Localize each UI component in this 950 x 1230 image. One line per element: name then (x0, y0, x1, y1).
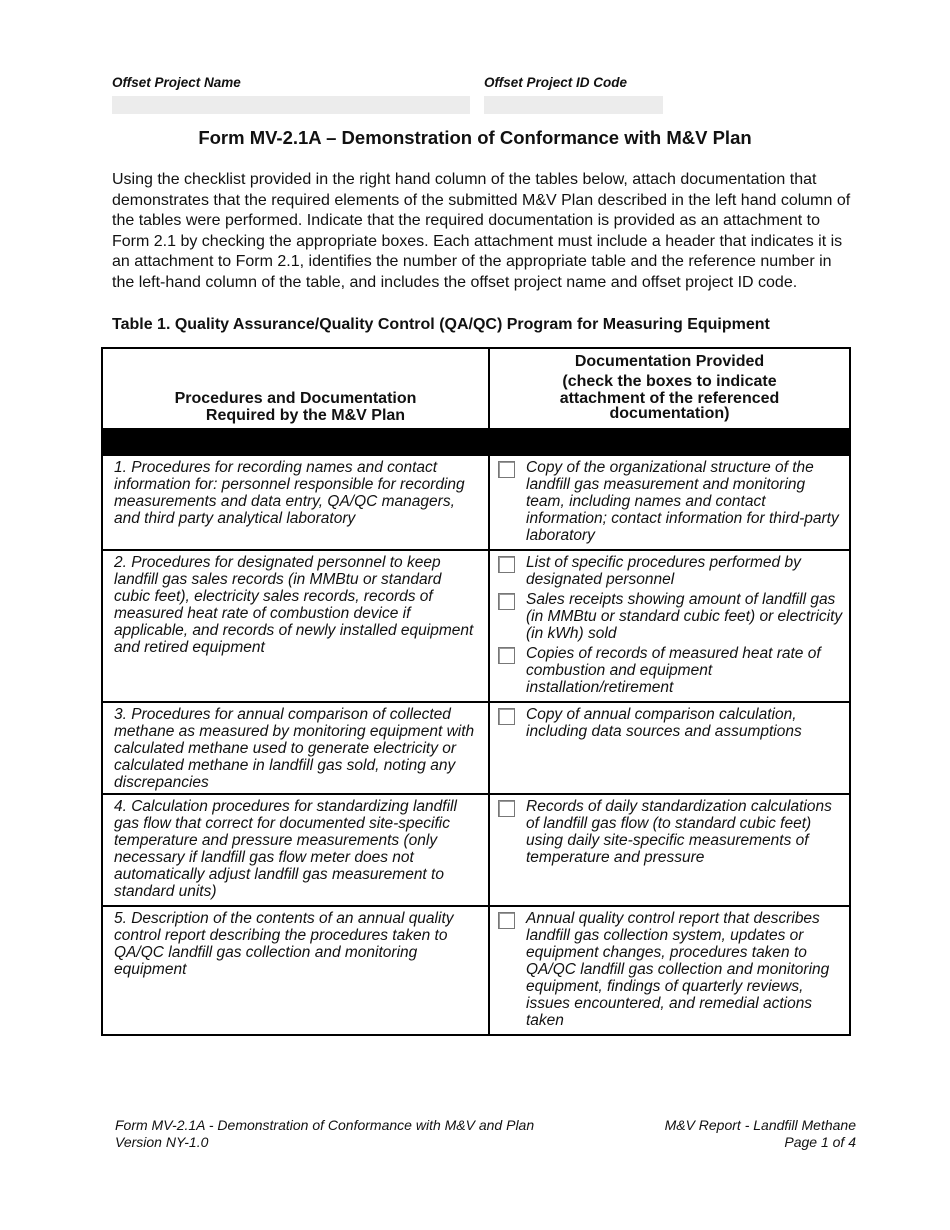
col2-header-line1: Documentation Provided (574, 353, 765, 370)
doc-item-text: Sales receipts showing amount of landfill gas (in MMBtu or standard cubic feet) or electricity (in kWh) sold (526, 591, 843, 642)
col-header-documentation (489, 348, 850, 429)
footer-version: Version NY-1.0 (115, 1134, 209, 1150)
doc-item (498, 591, 843, 642)
doc-item (498, 645, 843, 696)
checkbox[interactable] (498, 647, 515, 664)
project-id-field[interactable] (484, 96, 663, 114)
table-row (102, 455, 850, 550)
checkbox[interactable] (498, 461, 515, 478)
doc-item-text: Annual quality control report that describes landfill gas collection system, updates or equipment changes, procedures taken to QA/QC landfill gas collection and monitoring equipment, findings of quarterly reviews, issues encountered, and remedial actions taken (526, 910, 830, 1029)
footer-left (115, 1117, 534, 1151)
col2-header-line4: documentation) (609, 405, 730, 422)
table-row (102, 550, 850, 702)
requirement-cell: 2. Procedures for designated personnel to keep landfill gas sales records (in MMBtu or standard cubic feet), electricity sales records, records of measured heat rate of combustion device if applicable, and records of newly installed equipment and retired equipment (102, 550, 489, 702)
footer-right (665, 1117, 856, 1151)
doc-item-text: Copies of records of measured heat rate of combustion and equipment installation/retirement (526, 645, 821, 696)
table-row (102, 906, 850, 1035)
project-id-label: Offset Project ID Code (484, 75, 628, 90)
documentation-cell (489, 550, 850, 702)
col-header-procedures (102, 348, 489, 429)
table-row (102, 794, 850, 906)
footer-page-number: Page 1 of 4 (784, 1134, 856, 1150)
checkbox[interactable] (498, 708, 515, 725)
requirement-cell: 1. Procedures for recording names and contact information for: personnel responsible for recording measurements and data entry, QA/QC managers, and third party analytical laboratory (102, 455, 489, 550)
doc-item (498, 554, 843, 588)
requirement-cell: 3. Procedures for annual comparison of collected methane as measured by monitoring equipment with calculated methane used to generate electricity or calculated methane in landfill gas sold, noting any discrepancies (102, 702, 489, 794)
black-bar (102, 429, 850, 455)
documentation-cell (489, 906, 850, 1035)
instructions-paragraph: Using the checklist provided in the right hand column of the tables below, attach documentation that demonstrates that the required elements of the submitted M&V Plan described in the left hand column of the tables were performed. Indicate that the required documentation is provided as an attachment to Form 2.1 by checking the appropriate boxes. Each attachment must include a header that indicates it is an attachment to Form 2.1, identifies the number of the appropriate table and the reference number in the left-hand column of the table, and includes the offset project name and offset project ID code. (112, 171, 851, 291)
checkbox[interactable] (498, 912, 515, 929)
doc-item (498, 459, 843, 544)
requirement-cell: 4. Calculation procedures for standardizing landfill gas flow that correct for documented site-specific temperature and pressure measurements (only necessary if landfill gas flow meter does not automatically adjust landfill gas measurement to standard units) (102, 794, 489, 906)
checkbox[interactable] (498, 593, 515, 610)
doc-item-text: Copy of annual comparison calculation, including data sources and assumptions (526, 706, 802, 740)
table-header-row (102, 348, 850, 429)
doc-item-text: Copy of the organizational structure of the landfill gas measurement and monitoring team, including names and contact information; contact information for third-party laboratory (526, 459, 839, 544)
footer-report-name: M&V Report - Landfill Methane (664, 1117, 856, 1133)
form-title: Form MV-2.1A – Demonstration of Conformance with M&V Plan (198, 127, 752, 148)
col1-header-line1: Procedures and Documentation (174, 390, 417, 407)
doc-item (498, 798, 843, 866)
footer-form-name: Form MV-2.1A - Demonstration of Conformance with M&V and Plan (115, 1117, 535, 1133)
doc-item (498, 910, 843, 1029)
doc-item-text: Records of daily standardization calculations of landfill gas flow (to standard cubic feet) using daily site-specific measurements of temperature and pressure (526, 798, 832, 866)
checkbox[interactable] (498, 556, 515, 573)
requirement-cell: 5. Description of the contents of an annual quality control report describing the procedures taken to QA/QC landfill gas collection and monitoring equipment (102, 906, 489, 1035)
project-name-field[interactable] (112, 96, 470, 114)
project-name-label: Offset Project Name (112, 75, 241, 90)
documentation-cell (489, 455, 850, 550)
doc-item-text: List of specific procedures performed by designated personnel (526, 554, 801, 588)
col1-header-line2: Required by the M&V Plan (205, 407, 406, 424)
documentation-cell (489, 702, 850, 794)
doc-item (498, 706, 843, 740)
col2-header-line2: (check the boxes to indicate (562, 373, 777, 390)
black-separator-row (102, 429, 850, 455)
table-row (102, 702, 850, 794)
table-caption: Table 1. Quality Assurance/Quality Control (QA/QC) Program for Measuring Equipment (112, 316, 770, 333)
qaqc-table (101, 347, 851, 1036)
documentation-cell (489, 794, 850, 906)
checkbox[interactable] (498, 800, 515, 817)
col2-header-line3: attachment of the referenced (559, 390, 780, 407)
